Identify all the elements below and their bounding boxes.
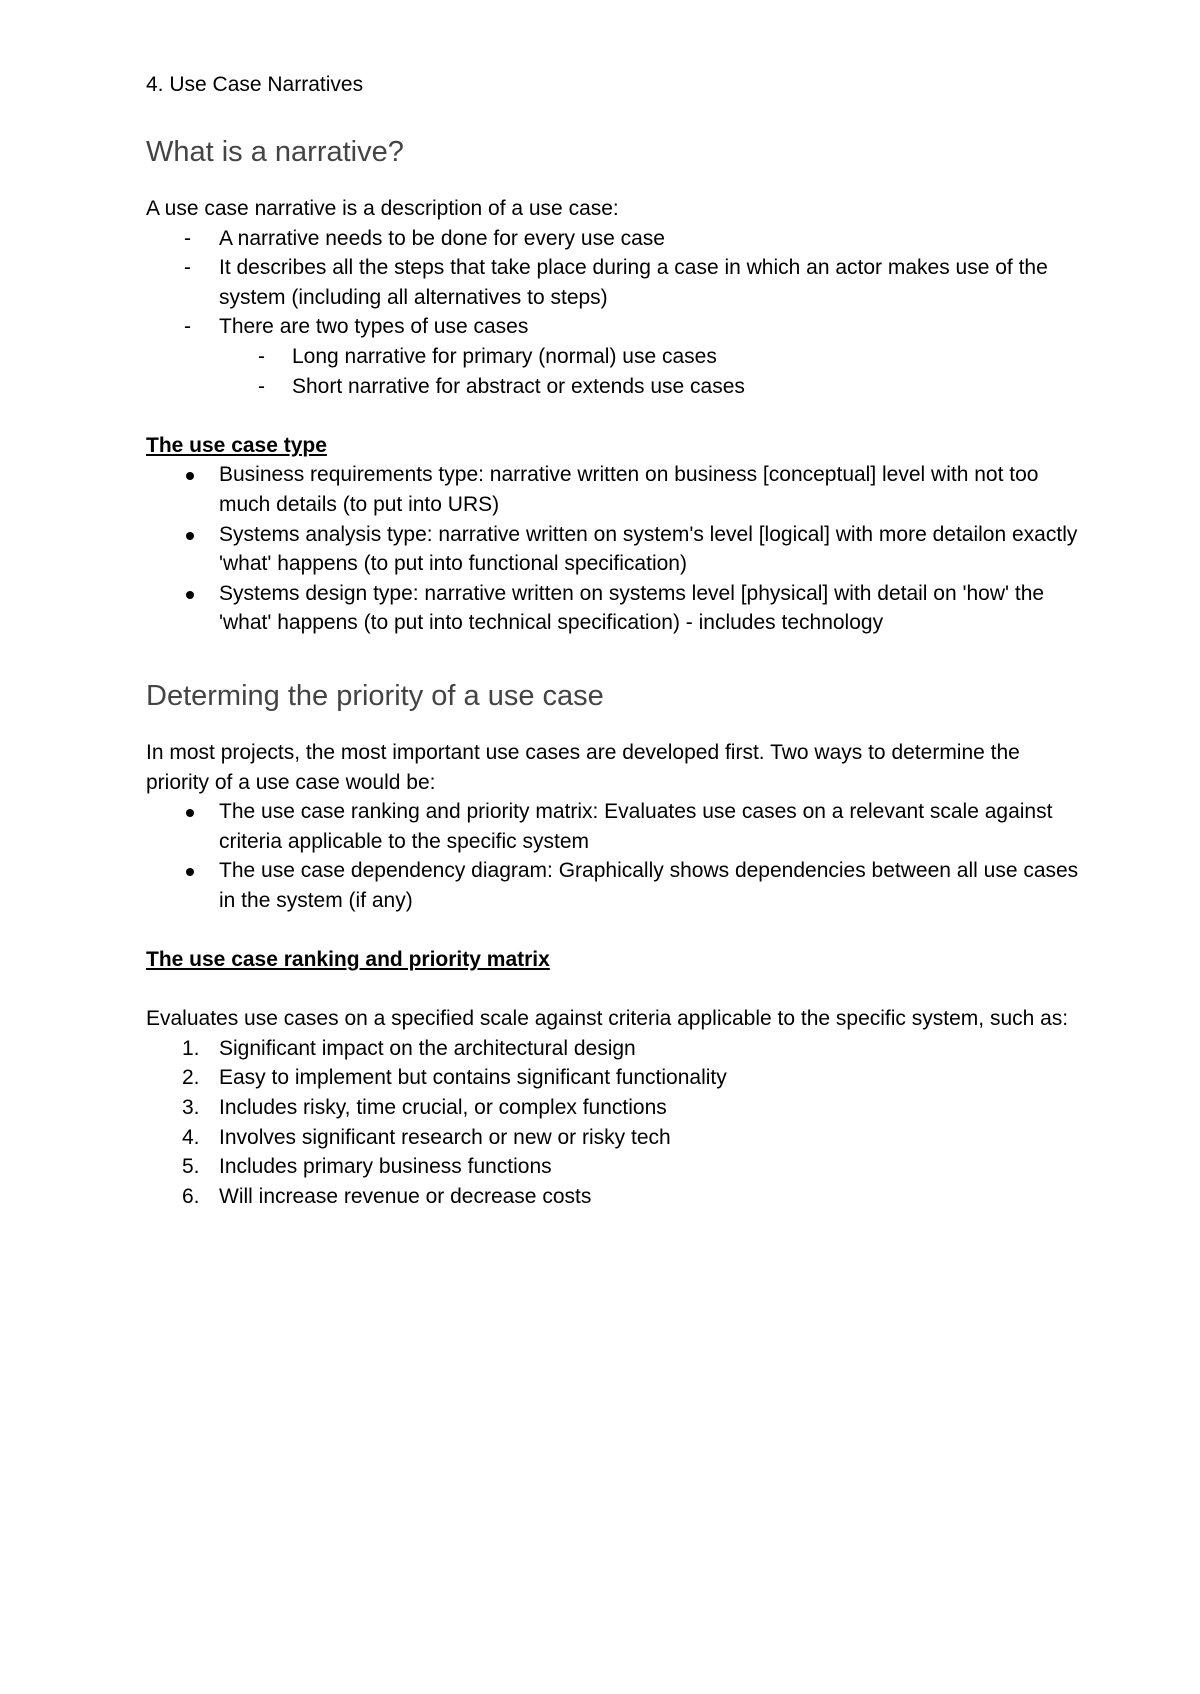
- priority-methods-list: [146, 797, 1080, 915]
- dash-marker: -: [184, 256, 191, 280]
- dash-marker: -: [184, 226, 191, 250]
- list-number: 4.: [182, 1125, 200, 1149]
- list-item: [146, 253, 1080, 312]
- list-item-text: The use case ranking and priority matrix: Evaluates use cases on a relevant scale against criteria applicable to the specific system: [219, 800, 1053, 853]
- list-item-text: Easy to implement but contains significant functionality: [219, 1066, 727, 1090]
- list-item-text: A narrative needs to be done for every use case: [219, 226, 665, 250]
- bullet-icon: [186, 532, 194, 540]
- spacer: [146, 915, 1080, 945]
- spacer: [146, 975, 1080, 1005]
- list-item: [146, 224, 1080, 254]
- list-item-text: Significant impact on the architectural design: [219, 1036, 636, 1060]
- list-item-text: Systems analysis type: narrative written on system's level [logical] with more detailon exactly 'what' happens (to put into functional specification): [219, 522, 1078, 576]
- list-item: [146, 372, 1080, 402]
- list-item: [146, 579, 1080, 638]
- bullet-icon: [186, 591, 194, 599]
- bullet-icon: [186, 868, 194, 876]
- list-item: [146, 856, 1080, 915]
- list-item: [146, 342, 1080, 372]
- subheading-priority-matrix: The use case ranking and priority matrix: [146, 948, 550, 972]
- list-item-text: Short narrative for abstract or extends use cases: [292, 374, 745, 398]
- list-item: [146, 312, 1080, 342]
- list-number: 6.: [182, 1184, 200, 1208]
- list-item: [146, 797, 1080, 856]
- bullet-icon: [186, 472, 194, 480]
- list-number: 3.: [182, 1096, 200, 1120]
- subheading-use-case-type: The use case type: [146, 433, 327, 457]
- document-title: 4. Use Case Narratives: [146, 73, 364, 96]
- list-item-text: Will increase revenue or decrease costs: [219, 1184, 592, 1208]
- narrative-sublist: [146, 342, 1080, 401]
- list-item-text: It describes all the steps that take place during a case in which an actor makes use of the system (including all alternatives to steps): [219, 256, 1048, 309]
- narrative-intro: A use case narrative is a description of a use case:: [146, 197, 619, 220]
- section-heading-narrative: What is a narrative?: [146, 136, 404, 168]
- priority-intro: In most projects, the most important use cases are developed first. Two ways to determine the priority of a use case would be:: [146, 740, 1020, 794]
- dash-marker: -: [258, 374, 265, 398]
- narrative-list: [146, 224, 1080, 342]
- dash-marker: -: [184, 315, 191, 339]
- criteria-list: [146, 1034, 1080, 1212]
- list-item-text: The use case dependency diagram: Graphically shows dependencies between all use cases in the system (if any): [219, 859, 1079, 912]
- bullet-icon: [186, 809, 194, 817]
- dash-marker: -: [258, 344, 265, 368]
- list-item-text: Long narrative for primary (normal) use cases: [292, 344, 717, 368]
- spacer: [146, 638, 1080, 678]
- list-item: [146, 1063, 1080, 1093]
- list-item: [146, 1182, 1080, 1212]
- list-item-text: Involves significant research or new or risky tech: [219, 1125, 671, 1149]
- list-item-text: Business requirements type: narrative written on business [conceptual] level with not too much details (to put into URS): [219, 463, 1039, 516]
- list-item: [146, 1152, 1080, 1182]
- matrix-intro: Evaluates use cases on a specified scale against criteria applicable to the specific system, such as:: [146, 1007, 1069, 1031]
- list-item-text: Includes primary business functions: [219, 1155, 552, 1179]
- use-case-type-list: [146, 460, 1080, 638]
- list-item: [146, 460, 1080, 519]
- list-item: [146, 1034, 1080, 1064]
- list-item-text: There are two types of use cases: [219, 315, 529, 339]
- list-number: 5.: [182, 1155, 200, 1179]
- spacer: [146, 401, 1080, 431]
- list-item: [146, 520, 1080, 579]
- list-item-text: Systems design type: narrative written on systems level [physical] with detail on 'how' the 'what' happens (to put into technical specification) - includes technology: [219, 581, 1045, 635]
- list-item-text: Includes risky, time crucial, or complex functions: [219, 1096, 667, 1120]
- list-number: 2.: [182, 1066, 200, 1090]
- list-item: [146, 1093, 1080, 1123]
- list-number: 1.: [182, 1036, 200, 1060]
- section-heading-priority: Determing the priority of a use case: [146, 679, 604, 712]
- list-item: [146, 1123, 1080, 1153]
